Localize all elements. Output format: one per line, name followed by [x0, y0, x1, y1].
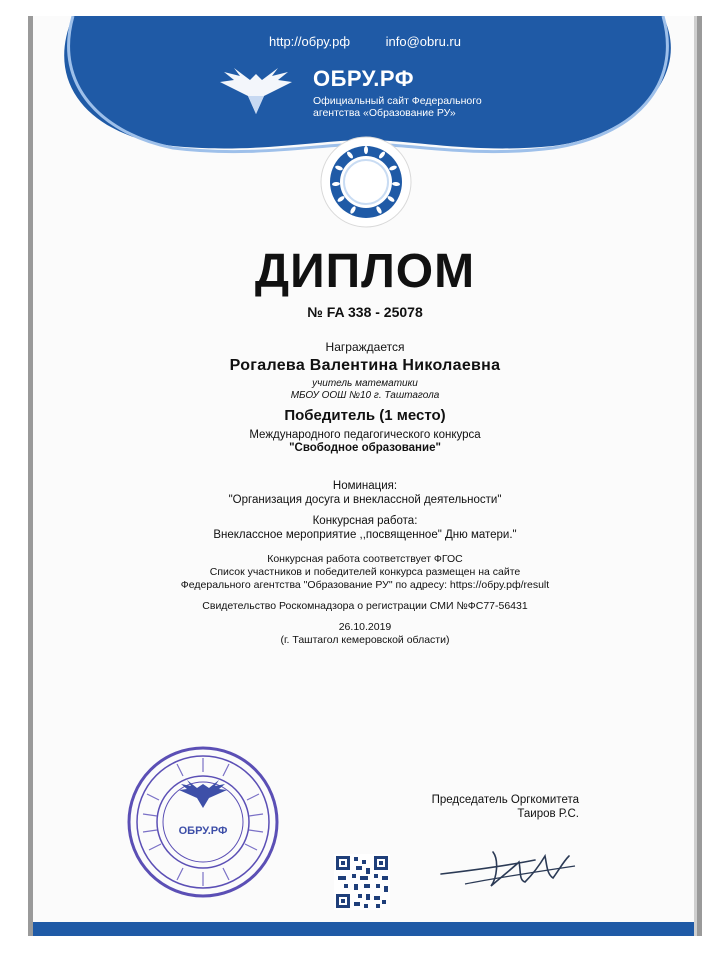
brand-desc-line1: Официальный сайт Федерального	[313, 95, 482, 107]
laurel-medal-icon	[320, 136, 412, 228]
stamp-center-text: ОБРУ.РФ	[178, 825, 228, 837]
brand-name: ОБРУ.РФ	[313, 66, 415, 91]
fgos-line3: Федерального агентства "Образование РУ" по адресу: https://обру.рф/result	[180, 579, 550, 591]
top-links	[33, 34, 697, 49]
work-value: Внеклассное мероприятие ,,посвященное" Дню матери."	[213, 529, 517, 541]
chairman-name: Таиров Р.С.	[517, 808, 579, 820]
smi-registration: Свидетельство Роскомнадзора о регистрации СМИ №ФС77-56431	[202, 600, 528, 612]
issue-date: 26.10.2019	[338, 621, 392, 633]
work-label: Конкурсная работа:	[312, 515, 418, 527]
diploma-number: № FA 338 - 25078	[307, 304, 423, 320]
site-url-link[interactable]: http://обру.рф	[269, 34, 351, 49]
recipient-position: учитель математики	[312, 378, 418, 389]
fgos-note	[33, 553, 697, 592]
eagle-logo-icon	[218, 66, 294, 116]
bottom-bar	[33, 922, 697, 936]
contest-name: "Свободное образование"	[289, 442, 441, 454]
brand-description	[313, 95, 482, 119]
official-stamp	[125, 744, 281, 900]
recipient-school: МБОУ ООШ №10 г. Таштагола	[290, 390, 440, 401]
nomination-label: Номинация:	[332, 480, 398, 492]
chairman-title: Председатель Оргкомитета	[431, 794, 579, 806]
diploma-content	[33, 244, 697, 646]
contest-label: Международного педагогического конкурса	[249, 429, 481, 441]
issue-city: (г. Таштагол кемеровской области)	[280, 634, 450, 646]
nomination-value: "Организация досуга и внеклассной деятельности"	[228, 494, 502, 506]
recipient-name: Рогалева Валентина Николаевна	[229, 357, 501, 374]
chairman-block	[432, 793, 579, 821]
handwritten-signature	[435, 826, 585, 896]
awarded-label: Награждается	[325, 340, 405, 354]
fgos-line1: Конкурсная работа соответствует ФГОС	[267, 553, 463, 565]
certificate-frame	[28, 16, 702, 936]
qr-code-icon[interactable]	[334, 854, 390, 910]
award-place: Победитель (1 место)	[284, 407, 446, 424]
diploma-title: ДИПЛОМ	[254, 245, 476, 298]
email-link[interactable]: info@obru.ru	[385, 34, 461, 49]
brand-desc-line2: агентства «Образование РУ»	[313, 107, 456, 119]
fgos-line2: Список участников и победителей конкурса размещен на сайте	[209, 566, 521, 578]
